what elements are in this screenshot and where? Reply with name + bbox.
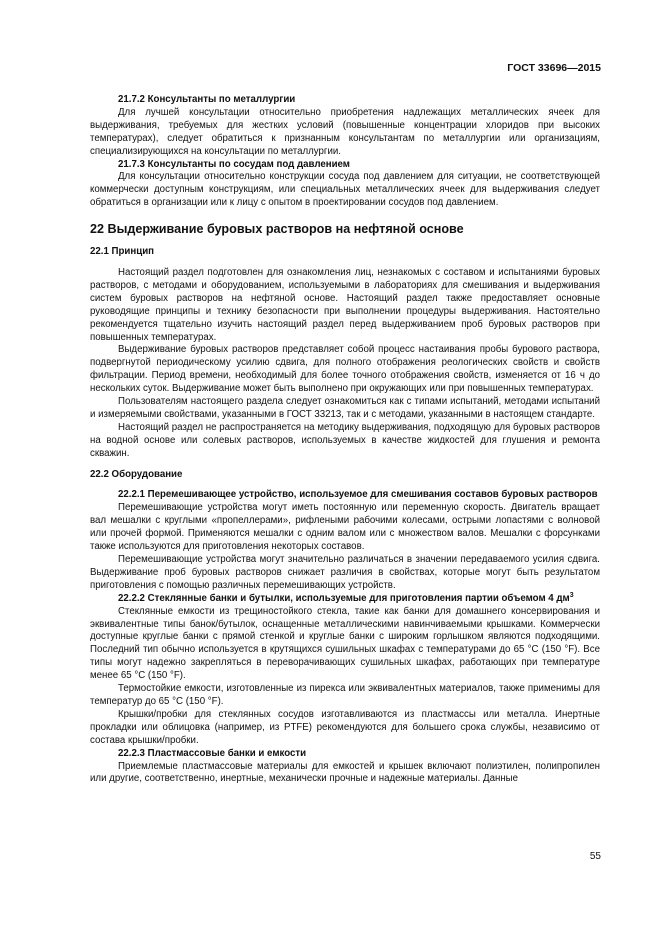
heading-22-1: 22.1 Принцип xyxy=(90,246,154,258)
paragraph: Термостойкие емкости, изготовленные из пирекса или эквивалентных материалов, также применимы для температур до 65 °C (150 °F). xyxy=(90,683,600,707)
heading-21-7-3: 21.7.3 Консультанты по сосудам под давлением xyxy=(118,158,350,170)
paragraph: Крышки/пробки для стеклянных сосудов изготавливаются из пластмассы или металла. Инертные прокладки или облицовка (например, из PTFE) рекомендуются для большего срока службы, независимо от состава крышки/пробки. xyxy=(90,708,600,746)
paragraph: Стеклянные емкости из трещиностойкого стекла, такие как банки для домашнего консервирования и эквивалентные типы банок/бутылок, оснащенные металлическими навинчиваемыми крышками. Коммерчески доступные круглые банки с прямой стенкой и круглые банки с широким горлышком являются подходящими. Последний тип обычно используется в крутящихся сушильных шкафах с температурами до 65 °C (150 °F). Все типы могут надежно закрепляться в переворачивающих сушильных шкафах, работающих при температуре менее 65 °C (150 °F). xyxy=(90,605,600,682)
heading-text: 22.2.2 Стеклянные банки и бутылки, используемые для приготовления партии объемом 4 дм xyxy=(118,592,570,604)
paragraph: Приемлемые пластмассовые материалы для емкостей и крышек включают полиэтилен, полипропилен или другие, соответственно, инертные, механически прочные и надежные материалы. Данные xyxy=(90,760,600,785)
heading-22-2: 22.2 Оборудование xyxy=(90,468,183,480)
document-code: ГОСТ 33696—2015 xyxy=(507,62,601,74)
heading-21-7-2: 21.7.2 Консультанты по металлургии xyxy=(118,94,296,105)
superscript: 3 xyxy=(569,591,574,599)
section-heading-22: 22 Выдерживание буровых растворов на нефтяной основе xyxy=(90,222,464,237)
paragraph: Выдерживание буровых растворов представляет собой процесс настаивания пробы бурового раствора, подвергнутой периодическому усилию сдвига, для полного отображения реологических свойств и свойств фильтрации. Период времени, необходимый для более точного отображения свойств, изменяется от 16 ч до нескольких суток. Выдерживание может быть выполнено при окружающих или при повышенных температурах. xyxy=(90,344,600,395)
heading-22-2-2 xyxy=(90,593,600,606)
paragraph: Перемешивающие устройства могут иметь постоянную или переменную скорость. Двигатель вращает вал мешалки с круглыми «пропеллерами», рифлеными рабочими колесами, острыми лопастями с волновой или прочей формой. Применяются мешалки с одним валом или с множеством валов. Мешалки с форсунками также используются для приготовления некоторых составов. xyxy=(90,502,600,553)
heading-22-2-3: 22.2.3 Пластмассовые банки и емкости xyxy=(118,747,307,759)
page-body xyxy=(90,94,600,786)
page-number: 55 xyxy=(589,851,601,862)
paragraph: Для консультации относительно конструкции сосуда под давлением для ситуации, не соответствующей коммерчески доступным конструкциям, или специальных металлических ячеек для выдерживания следует обратиться в организации или к лицу с опытом в проектировании сосудов под давлением. xyxy=(90,171,600,209)
paragraph: Для лучшей консультации относительно приобретения надлежащих металлических ячеек для выдерживания, требуемых для жестких условий (повышенные концентрации хлоридов при высоких температурах), следует обратиться к признанным консультантам по металлургии или организациям, специализирующихся на консультации по металлургии. xyxy=(90,106,600,157)
paragraph: Перемешивающие устройства могут значительно различаться в значении передаваемого усилия сдвига. Выдерживание проб буровых растворов снижает различия в свойствах, которые могут быть результатом приготовления с помощью различных перемешивающих устройств. xyxy=(90,554,600,591)
heading-22-2-1: 22.2.1 Перемешивающее устройство, используемое для смешивания составов буровых растворов xyxy=(118,489,598,501)
paragraph: Пользователям настоящего раздела следует ознакомиться как с типами испытаний, методами испытаний и измеряемыми свойствами, указанными в ГОСТ 33213, так и с методами, указанными в настоящем стандарте. xyxy=(90,396,600,420)
paragraph: Настоящий раздел не распространяется на методику выдерживания, подходящую для буровых растворов на водной основе или солевых растворов, используемых в качестве жидкостей для глушения и ремонта скважин. xyxy=(90,421,600,459)
paragraph: Настоящий раздел подготовлен для ознакомления лиц, незнакомых с составом и испытаниями буровых растворов, с методами и оборудованием, используемыми в лабораториях для смешивания и выдерживания систем буровых растворов на нефтяной основе. Настоящий раздел также предоставляет основные руководящие принципы и технику безопасности при выполнении процедуры выдерживания. Настоятельно рекомендуется тщательно изучить настоящий раздел перед выдерживанием проб буровых растворов при повышенных температурах. xyxy=(90,266,600,343)
